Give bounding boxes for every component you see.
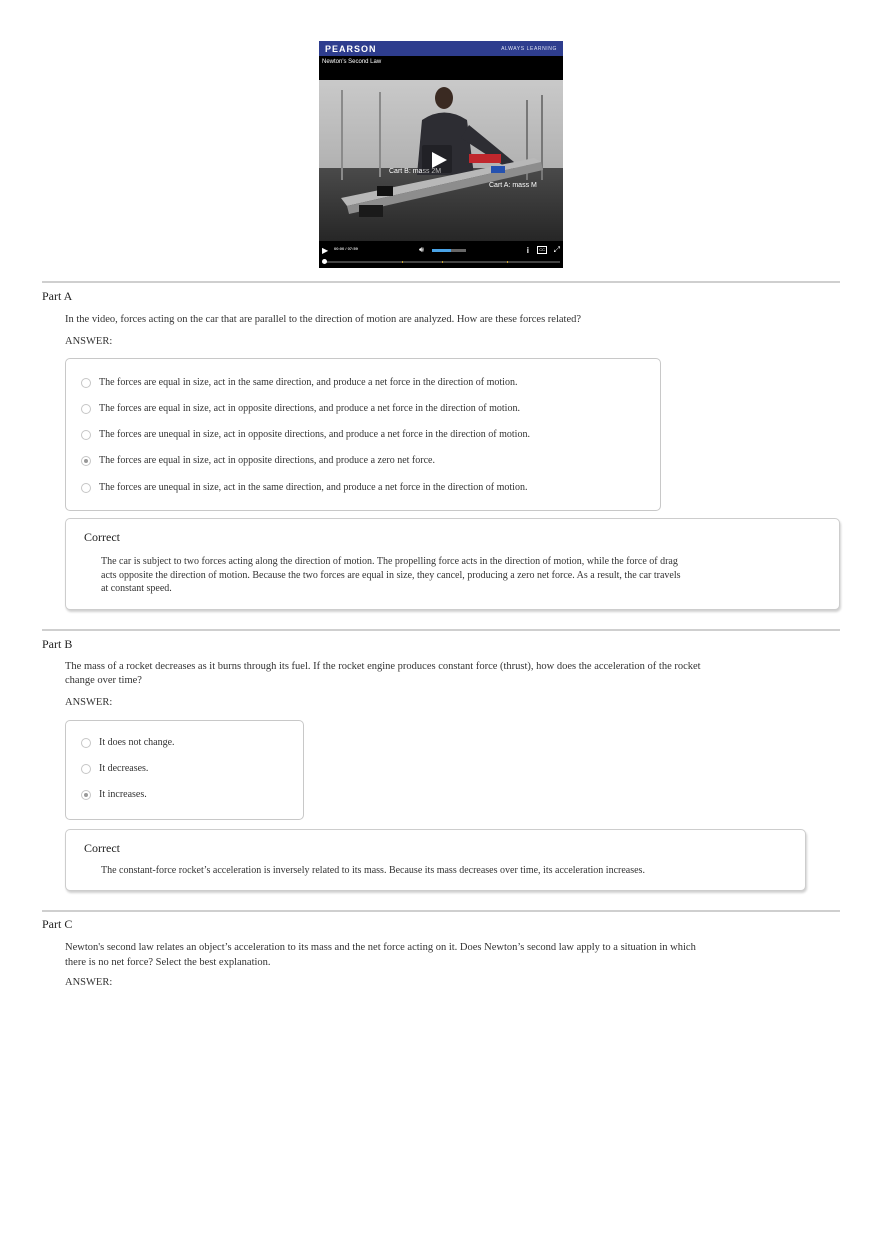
overlay-cart-b: Cart B: mass 2M (389, 168, 442, 175)
part-b-feedback (65, 829, 806, 891)
part-b-option-3[interactable] (81, 789, 147, 800)
option-label: It increases. (99, 789, 147, 800)
option-label: It does not change. (99, 737, 175, 748)
chapter-marker (402, 261, 403, 263)
radio-button[interactable] (81, 404, 91, 414)
part-b-question-line: change over time? (65, 675, 142, 686)
part-b-answer-label: ANSWER: (65, 697, 113, 708)
section-divider (42, 910, 840, 912)
fullscreen-icon[interactable]: ⤢ (553, 245, 560, 254)
pearson-logo: PEARSON (325, 43, 377, 54)
part-a-option-2[interactable] (81, 403, 520, 414)
radio-button[interactable] (81, 738, 91, 748)
time-display: 00:00 / 07:59 (334, 246, 358, 251)
part-a-answer-label: ANSWER: (65, 336, 113, 347)
radio-button[interactable] (81, 790, 91, 800)
option-label: The forces are equal in size, act in opposite directions, and produce a net force in the direction of motion. (99, 403, 520, 414)
radio-button[interactable] (81, 430, 91, 440)
feedback-line: The car is subject to two forces acting along the direction of motion. The propelling force acts in the direction of motion, while the force of drag (101, 556, 678, 567)
part-c-question-line: Newton's second law relates an object’s acceleration to its mass and the net force acting on it. Does Newton’s second law apply to a situation in which (65, 942, 696, 953)
part-a-title: Part A (42, 289, 73, 303)
option-label: The forces are unequal in size, act in the same direction, and produce a net force in the direction of motion. (99, 482, 528, 493)
closed-captions-button[interactable]: CC (539, 247, 545, 252)
volume-slider[interactable] (432, 249, 466, 252)
feedback-title: Correct (84, 530, 120, 544)
feedback-line: acts opposite the direction of motion. Because the two forces are equal in size, they cancel, producing a zero net force. As a result, the car travels (101, 570, 681, 581)
player-controls (319, 241, 563, 268)
player-brand-bar (319, 41, 563, 56)
part-a-question: In the video, forces acting on the car that are parallel to the direction of motion are analyzed. How are these forces related? (65, 314, 582, 325)
part-a-option-3[interactable] (81, 429, 530, 440)
part-a-options (65, 358, 661, 511)
brand-tagline: ALWAYS LEARNING (501, 45, 557, 52)
video-frame[interactable] (319, 80, 563, 258)
section-divider (42, 629, 840, 631)
video-player[interactable] (319, 41, 563, 268)
chapter-marker (507, 261, 508, 263)
play-overlay-icon (422, 145, 452, 173)
option-label: The forces are equal in size, act in the same direction, and produce a net force in the direction of motion. (99, 377, 518, 388)
part-c-title: Part C (42, 917, 73, 931)
section-divider (42, 281, 840, 283)
part-b-question-line: The mass of a rocket decreases as it burns through its fuel. If the rocket engine produces constant force (thrust), how does the acceleration of the rocket (65, 661, 701, 672)
part-a-option-5[interactable] (81, 482, 527, 493)
overlay-cart-a: Cart A: mass M (489, 182, 537, 189)
chapter-marker (442, 261, 443, 263)
radio-button[interactable] (81, 764, 91, 774)
feedback-line: The constant-force rocket’s acceleration is inversely related to its mass. Because its mass decreases over time, its acceleration increases. (101, 865, 645, 876)
part-c-answer-label: ANSWER: (65, 977, 113, 988)
radio-button[interactable] (81, 378, 91, 388)
seek-bar[interactable] (322, 261, 560, 263)
feedback-line: at constant speed. (101, 583, 172, 594)
info-icon[interactable]: i (526, 246, 529, 255)
part-a-option-4[interactable] (81, 455, 435, 466)
radio-button[interactable] (81, 456, 91, 466)
part-c-question-line: there is no net force? Select the best explanation. (65, 957, 271, 968)
option-label: The forces are equal in size, act in opposite directions, and produce a zero net force. (99, 455, 435, 466)
volume-level (432, 249, 451, 252)
part-a-option-1[interactable] (81, 377, 517, 388)
part-b-option-2[interactable] (81, 763, 148, 774)
feedback-title: Correct (84, 841, 120, 855)
play-icon[interactable]: ▶ (322, 246, 329, 255)
part-b-option-1[interactable] (81, 737, 175, 748)
option-label: The forces are unequal in size, act in opposite directions, and produce a net force in the direction of motion. (99, 429, 530, 440)
video-title: Newton's Second Law (322, 59, 382, 65)
part-b-title: Part B (42, 637, 73, 651)
volume-icon[interactable]: 🔊︎ (419, 245, 425, 254)
seek-handle[interactable] (322, 259, 327, 264)
part-a-feedback (65, 518, 840, 610)
option-label: It decreases. (99, 763, 149, 774)
part-b-options (65, 720, 304, 820)
radio-button[interactable] (81, 483, 91, 493)
